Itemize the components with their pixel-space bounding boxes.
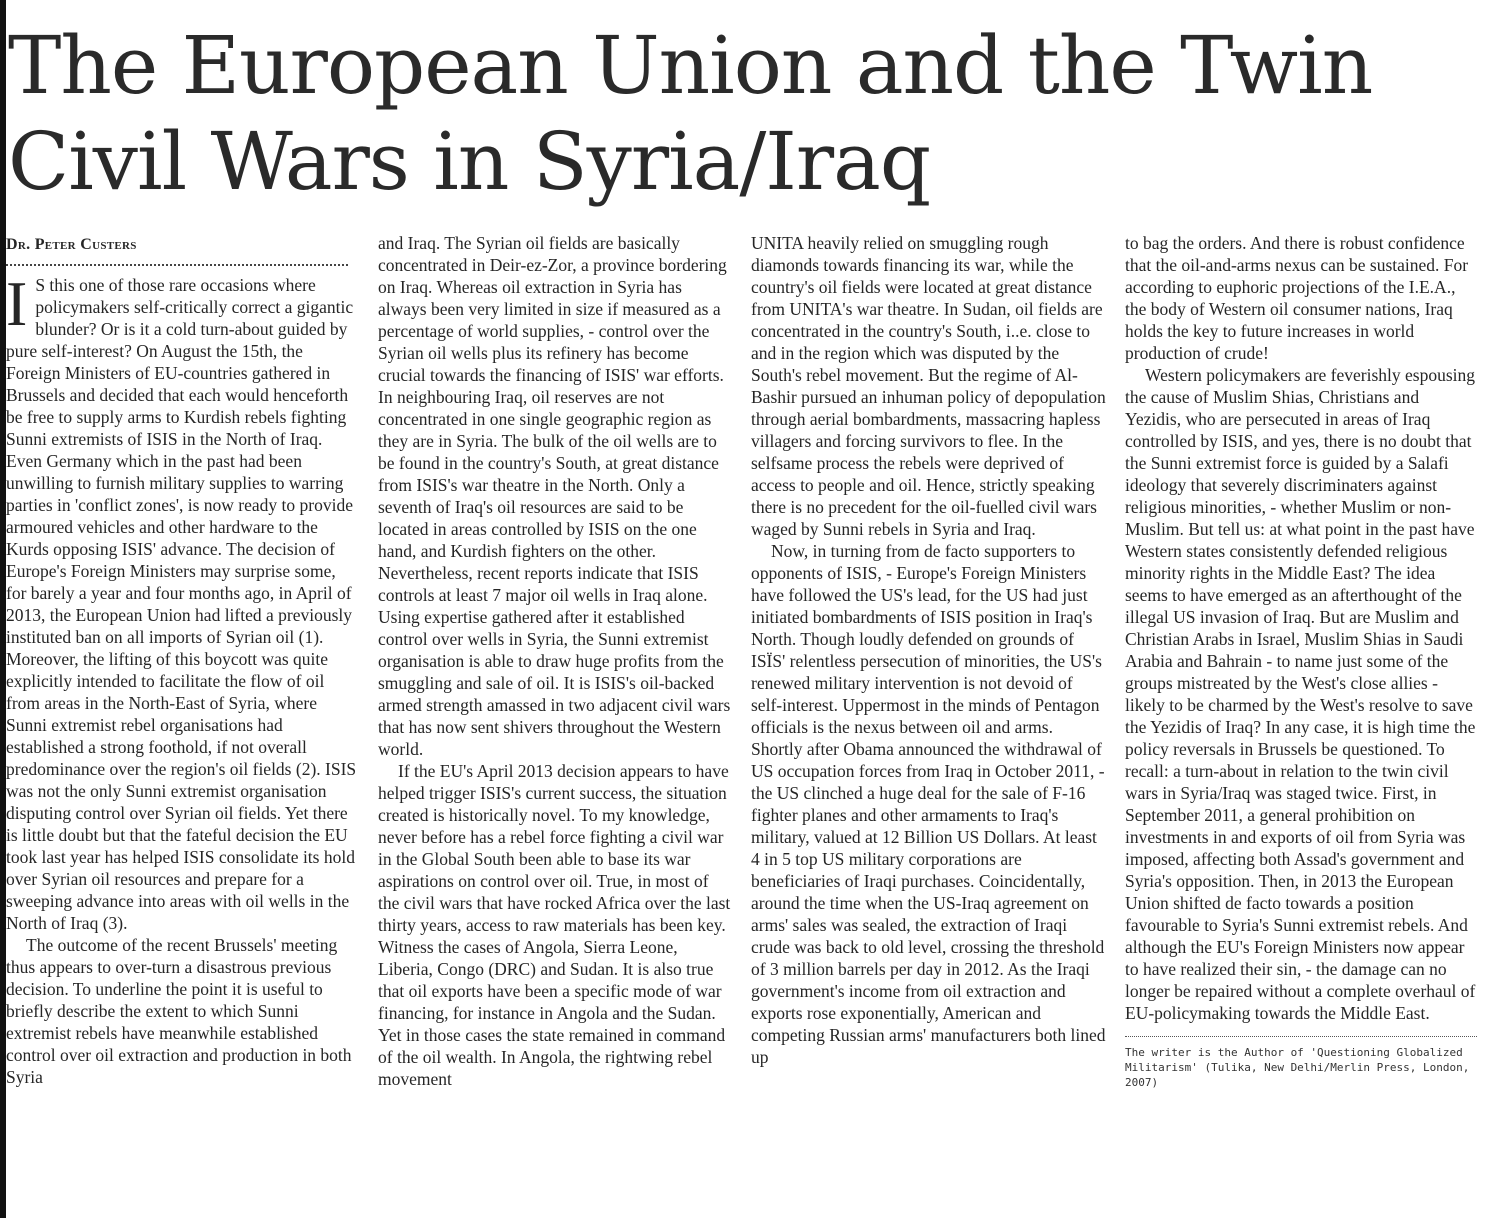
paragraph: UNITA heavily relied on smuggling rough diamonds towards financing its war, while the country's oil fields were located at great distance from UNITA's war theatre. In Sudan, oil fields are concentrated in the country's South, i..e. close to and in the region which was disputed by the South's rebel movement. But the regime of Al-Bashir pursued an inhuman policy of depopulation through aerial bombardments, massacring hapless villagers and forcing survivors to flee. In the selfsame process the rebels were deprived of access to people and oil. Hence, strictly speaking there is no precedent for the oil-fuelled civil wars waged by Sunni rebels in Syria and Iraq. <box>751 233 1106 539</box>
byline-divider <box>6 264 348 266</box>
footnote-divider <box>1125 1036 1477 1037</box>
paragraph: Western policymakers are feverishly espousing the cause of Muslim Shias, Christians and Yezidis, who are persecuted in areas of Iraq controlled by ISIS, and yes, there is no doubt that the Sunni extremist force is guided by a Salafi ideology that severely discriminaters against religious minorities, - whether Muslim or non-Muslim. But tell us: at what point in the past have Western states consistently defended religious minority rights in the Middle East? The idea seems to have emerged as an afterthought of the illegal US invasion of Iraq. But are Muslim and Christian Arabs in Israel, Muslim Shias in Saudi Arabia and Bahrain - to name just some of the groups mistreated by the West's close allies - likely to be charmed by the West's resolve to save the Yezidis of Iraq? In any case, it is high time the policy reversals in Brussels be questioned. To recall: a turn-about in relation to the twin civil wars in Syria/Iraq was staged twice. First, in September 2011, a general prohibition on investments in and exports of oil from Syria was imposed, affecting both Assad's government and Syria's opposition. Then, in 2013 the European Union shifted de facto towards a position favourable to Syria's Sunni extremist rebels. And although the EU's Foreign Ministers now appear to have realized their sin, - the damage can no longer be repaired without a complete overhaul of EU-policymaking towards the Middle East. <box>1125 365 1476 1023</box>
paragraph-text: S this one of those rare occasions where policymakers self-critically correct a gigantic blunder? Or is it a cold turn-about guided by pure self-interest? On August the 15th, the Foreign Ministers of EU-countries gathered in Brussels and decided that each would henceforth be free to supply arms to Kurdish rebels fighting Sunni extremists of ISIS in the North of Iraq. Even Germany which in the past had been unwilling to furnish military supplies to warring parties in 'conflict zones', is now ready to provide armoured vehicles and other hardware to the Kurds opposing ISIS' advance. The decision of Europe's Foreign Ministers may surprise some, for barely a year and four months ago, in April of 2013, the European Union had lifted a previously instituted ban on all imports of Syrian oil (1). Moreover, the lifting of this boycott was quite explicitly intended to facilitate the flow of oil from areas in the North-East of Syria, where Sunni extremist rebel organisations had established a strong foothold, if not overall predominance over the region's oil fields (2). ISIS was not the only Sunni extremist organisation disputing control over Syrian oil fields. Yet there is little doubt but that the fateful decision the EU took last year has helped ISIS consolidate its hold over Syrian oil resources and prepare for a sweeping advance into areas with oil wells in the North of Iraq (3). <box>6 275 357 933</box>
author-footnote: The writer is the Author of 'Questioning Globalized Militarism' (Tulika, New Delhi/Merlin Press, London, 2007) <box>1125 1046 1470 1089</box>
headline-line-1: The European Union and the Twin <box>8 19 1373 112</box>
article-headline <box>8 18 1498 210</box>
article-column-1 <box>6 232 358 1218</box>
headline-line-2: Civil Wars in Syria/Iraq <box>8 115 931 208</box>
article-column-3 <box>751 232 1107 1218</box>
paragraph: If the EU's April 2013 decision appears to have helped trigger ISIS's current success, the situation created is historically novel. To my knowledge, never before has a rebel force fighting a civil war in the Global South been able to base its war aspirations on control over oil. True, in most of the civil wars that have rocked Africa over the last thirty years, access to raw materials has been key. Witness the cases of Angola, Sierra Leone, Liberia, Congo (DRC) and Sudan. It is also true that oil exports have been a specific mode of war financing, for instance in Angola and the Sudan. Yet in those cases the state remained in command of the oil wealth. In Angola, the rightwing rebel movement <box>378 761 731 1089</box>
paragraph <box>6 268 358 934</box>
paragraph: and Iraq. The Syrian oil fields are basically concentrated in Deir-ez-Zor, a province bordering on Iraq. Whereas oil extraction in Syria has always been very limited in size if measured as a percentage of world supplies, - control over the Syrian oil wells plus its refinery has become crucial towards the financing of ISIS' war efforts. In neighbouring Iraq, oil reserves are not concentrated in one single geographic region as they are in Syria. The bulk of the oil wells are to be found in the country's South, at great distance from ISIS's war theatre in the North. Only a seventh of Iraq's oil resources are said to be located in areas controlled by ISIS on the one hand, and Kurdish fighters on the other. Nevertheless, recent reports indicate that ISIS controls at least 7 major oil wells in Iraq alone. Using expertise gathered after it established control over wells in Syria, the Sunni extremist organisation is able to draw huge profits from the smuggling and sale of oil. It is ISIS's oil-backed armed strength amassed in two adjacent civil wars that has now sent shivers throughout the Western world. <box>378 233 731 759</box>
article-column-2 <box>378 232 734 1218</box>
paragraph: to bag the orders. And there is robust confidence that the oil-and-arms nexus can be sustained. For according to euphoric projections of the I.E.A., the body of Western oil consumer nations, Iraq holds the key to future increases in world production of crude! <box>1125 233 1469 363</box>
paragraph: Now, in turning from de facto supporters to opponents of ISIS, - Europe's Foreign Ministers have followed the US's lead, for the US had just initiated bombardments of ISIS position in Iraq's North. Though loudly defended on grounds of ISÏS' relentless persecution of minorities, the US's renewed military intervention is not devoid of self-interest. Uppermost in the minds of Pentagon officials is the nexus between oil and arms. Shortly after Obama announced the withdrawal of US occupation forces from Iraq in October 2011, - the US clinched a huge deal for the sale of F-16 fighter planes and other armaments to Iraq's military, valued at 12 Billion US Dollars. At least 4 in 5 top US military corporations are beneficiaries of Iraqi purchases. Coincidentally, around the time when the US-Iraq agreement on arms' sales was sealed, the extraction of Iraqi crude was back to old level, crossing the threshold of 3 million barrels per day in 2012. As the Iraqi government's income from oil extraction and exports rose exponentially, American and competing Russian arms' manufacturers both lined up <box>751 541 1106 1067</box>
drop-cap: I <box>6 268 28 339</box>
paragraph: The outcome of the recent Brussels' meeting thus appears to over-turn a disastrous previous decision. To underline the point it is useful to briefly describe the extent to which Sunni extremist rebels have meanwhile established control over oil extraction and production in both Syria <box>6 935 352 1087</box>
article-column-4 <box>1125 232 1477 1218</box>
author-name: Dr. Peter Custers <box>6 236 137 253</box>
author-byline <box>6 232 358 260</box>
